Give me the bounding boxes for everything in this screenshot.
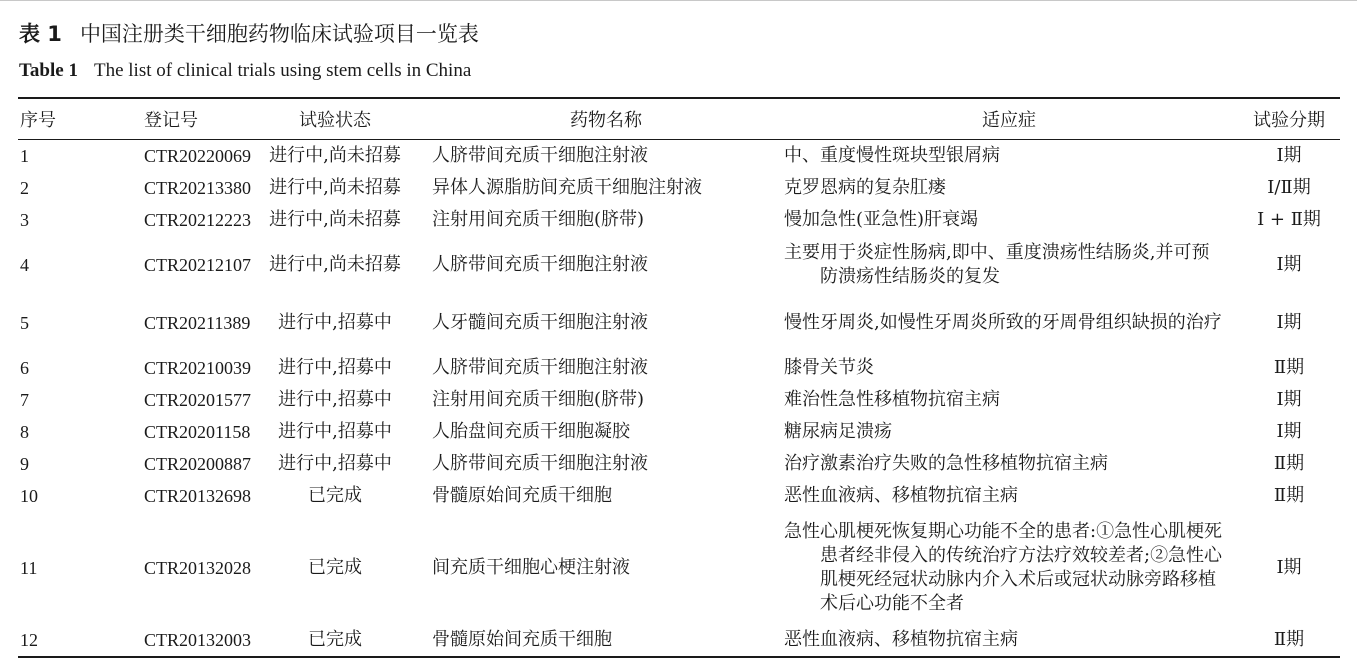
cell-no: 3 [20, 210, 29, 230]
cell-drug: 人脐带间充质干细胞注射液 [432, 357, 648, 378]
cell-indication [780, 172, 1238, 204]
clinical-trials-table [18, 97, 1340, 658]
cell-indication [780, 512, 1238, 624]
caption-en-title: The list of clinical trials using stem cells in China [93, 60, 472, 81]
cell-registration: CTR20132698 [144, 486, 252, 506]
cell-no: 6 [20, 358, 29, 378]
table-header [18, 98, 1340, 140]
cell-registration: CTR20212223 [144, 210, 252, 230]
table-row [18, 236, 1340, 294]
cell-registration: CTR20212107 [144, 255, 252, 275]
cell-indication [780, 480, 1238, 512]
table-row [18, 294, 1340, 352]
table-caption-chinese [19, 20, 479, 48]
cell-phase: Ⅱ期 [1273, 629, 1305, 650]
cell-no: 9 [20, 454, 29, 474]
indication-text: 治疗激素治疗失败的急性移植物抗宿主病 [784, 453, 1108, 474]
cell-indication [780, 624, 1238, 657]
cell-status: 进行中,招募中 [278, 312, 392, 333]
cell-no: 2 [20, 178, 29, 198]
table-row [18, 172, 1340, 204]
header-no: 序号 [20, 110, 56, 131]
cell-drug: 骨髓原始间充质干细胞 [432, 629, 612, 650]
cell-phase: Ⅱ期 [1273, 485, 1305, 506]
cell-registration: CTR20201158 [144, 422, 251, 442]
table-row [18, 448, 1340, 480]
cell-no: 1 [20, 146, 29, 166]
table-row [18, 624, 1340, 657]
cell-no: 4 [20, 255, 29, 275]
header-row [18, 98, 1340, 140]
cell-status: 进行中,招募中 [278, 421, 392, 442]
table-body [18, 140, 1340, 658]
table-row [18, 480, 1340, 512]
cell-drug: 间充质干细胞心梗注射液 [432, 557, 630, 578]
table-row [18, 204, 1340, 236]
cell-status: 已完成 [308, 629, 362, 650]
cell-drug: 人脐带间充质干细胞注射液 [432, 453, 648, 474]
cell-drug: 人脐带间充质干细胞注射液 [432, 145, 648, 166]
cell-status: 进行中,尚未招募 [269, 254, 401, 275]
indication-text: 恶性血液病、移植物抗宿主病 [784, 485, 1018, 506]
indication-text: 糖尿病足溃疡 [784, 421, 892, 442]
cell-status: 进行中,招募中 [278, 357, 392, 378]
cell-phase: Ⅰ期 [1276, 145, 1302, 166]
cell-phase: Ⅰ期 [1276, 557, 1302, 578]
cell-registration: CTR20211389 [144, 313, 251, 333]
indication-text: 中、重度慢性斑块型银屑病 [784, 145, 1000, 166]
page-top-edge [0, 0, 1357, 1]
table-caption-english [19, 58, 471, 84]
caption-en-label: Table 1 [19, 60, 78, 81]
cell-no: 11 [20, 558, 38, 578]
cell-status: 进行中,招募中 [278, 389, 392, 410]
cell-indication [780, 294, 1238, 352]
indication-text: 克罗恩病的复杂肛瘘 [784, 177, 946, 198]
cell-phase: Ⅰ/Ⅱ期 [1267, 177, 1311, 198]
table-row [18, 416, 1340, 448]
indication-text: 主要用于炎症性肠病,即中、重度溃疡性结肠炎,并可预防溃疡性结肠炎的复发 [784, 242, 1210, 287]
cell-phase: Ⅱ期 [1273, 453, 1305, 474]
cell-status: 已完成 [308, 485, 362, 506]
cell-phase: Ⅱ期 [1273, 357, 1305, 378]
cell-indication [780, 416, 1238, 448]
header-registration: 登记号 [144, 110, 198, 131]
cell-indication [780, 204, 1238, 236]
cell-status: 进行中,尚未招募 [269, 177, 401, 198]
cell-registration: CTR20210039 [144, 358, 252, 378]
cell-status: 进行中,招募中 [278, 453, 392, 474]
cell-registration: CTR20213380 [144, 178, 252, 198]
cell-indication [780, 384, 1238, 416]
table-row [18, 512, 1340, 624]
cell-indication [780, 448, 1238, 480]
header-phase: 试验分期 [1253, 110, 1325, 131]
header-status: 试验状态 [299, 110, 371, 131]
cell-no: 12 [20, 630, 38, 650]
cell-drug: 人牙髓间充质干细胞注射液 [432, 312, 648, 333]
table-row [18, 384, 1340, 416]
cell-no: 8 [20, 422, 29, 442]
cell-no: 7 [20, 390, 29, 410]
cell-indication [780, 352, 1238, 384]
cell-drug: 注射用间充质干细胞(脐带) [432, 389, 645, 410]
header-drug: 药物名称 [570, 110, 642, 131]
caption-cn-label: 表 1 [19, 22, 62, 46]
cell-registration: CTR20132003 [144, 630, 252, 650]
indication-text: 恶性血液病、移植物抗宿主病 [784, 629, 1018, 650]
cell-phase: Ⅰ期 [1276, 421, 1302, 442]
cell-phase: Ⅰ期 [1276, 254, 1302, 275]
cell-registration: CTR20201577 [144, 390, 252, 410]
indication-text: 难治性急性移植物抗宿主病 [784, 389, 1000, 410]
indication-text: 膝骨关节炎 [784, 357, 874, 378]
cell-indication [780, 140, 1238, 173]
cell-drug: 异体人源脂肪间充质干细胞注射液 [432, 177, 702, 198]
cell-drug: 骨髓原始间充质干细胞 [432, 485, 612, 506]
cell-status: 进行中,尚未招募 [269, 145, 401, 166]
cell-indication [780, 236, 1238, 294]
cell-registration: CTR20132028 [144, 558, 252, 578]
cell-phase: Ⅰ期 [1276, 312, 1302, 333]
cell-drug: 人胎盘间充质干细胞凝胶 [432, 421, 630, 442]
indication-text: 慢性牙周炎,如慢性牙周炎所致的牙周骨组织缺损的治疗 [784, 312, 1222, 333]
cell-status: 已完成 [308, 557, 362, 578]
cell-phase: Ⅰ期 [1276, 389, 1302, 410]
indication-text: 慢加急性(亚急性)肝衰竭 [784, 209, 979, 230]
cell-no: 10 [20, 486, 38, 506]
cell-phase: Ⅰ + Ⅱ期 [1257, 209, 1321, 230]
table-row [18, 352, 1340, 384]
cell-drug: 注射用间充质干细胞(脐带) [432, 209, 645, 230]
cell-no: 5 [20, 313, 29, 333]
cell-registration: CTR20220069 [144, 146, 252, 166]
caption-cn-title: 中国注册类干细胞药物临床试验项目一览表 [79, 22, 479, 46]
header-indication: 适应症 [982, 110, 1036, 131]
indication-text: 急性心肌梗死恢复期心功能不全的患者:①急性心肌梗死患者经非侵入的传统治疗方法疗效较差者;②急性心肌梗死经冠状动脉内介入术后或冠状动脉旁路移植术后心功能不全者 [784, 521, 1223, 614]
table-row [18, 140, 1340, 173]
cell-status: 进行中,尚未招募 [269, 209, 401, 230]
cell-registration: CTR20200887 [144, 454, 252, 474]
cell-drug: 人脐带间充质干细胞注射液 [432, 254, 648, 275]
